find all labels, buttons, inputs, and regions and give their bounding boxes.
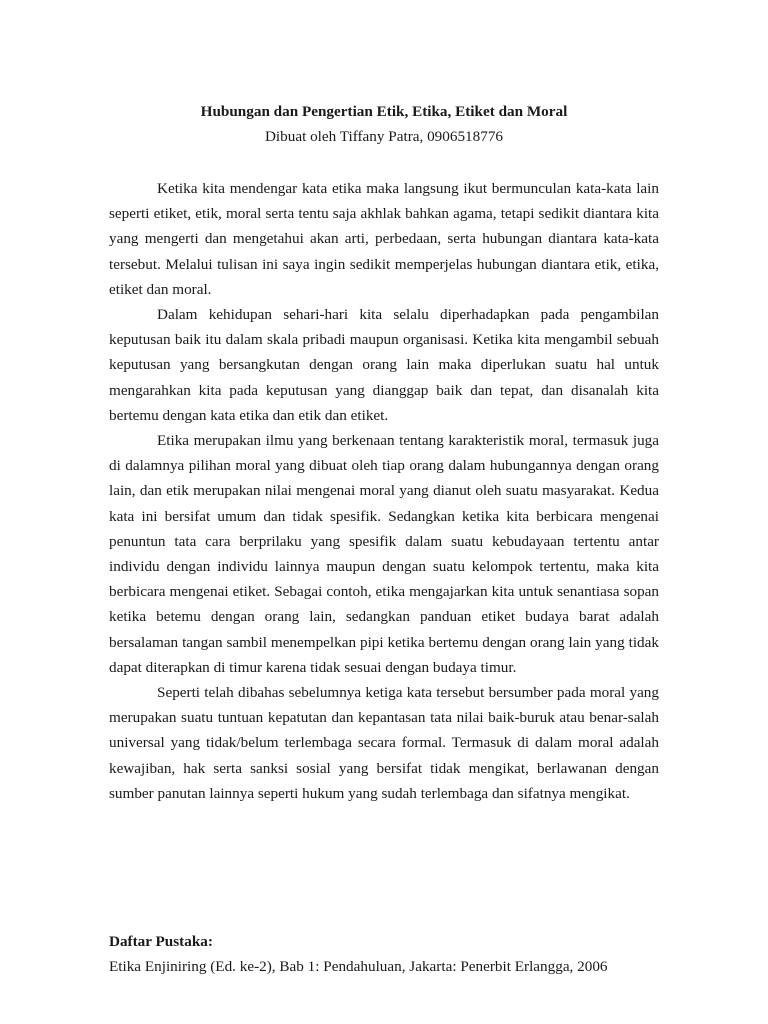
author-line: Dibuat oleh Tiffany Patra, 0906518776 (264, 128, 504, 145)
references-heading: Daftar Pustaka: (109, 933, 213, 950)
paragraph-4: Seperti telah dibahas sebelumnya ketiga kata tersebut bersumber pada moral yang merupakan suatu tuntuan kepatutan dan kepantasan tata nilai baik-buruk atau benar-salah universal yang tidak/belum terlembaga secara formal. Termasuk di dalam moral adalah kewajiban, hak serta sanksi sosial yang bersifat tidak mengikat, berlawanan dengan sumber panutan lainnya seperti hukum yang sudah terlembaga dan sifatnya mengikat. (109, 684, 659, 802)
references-section (109, 929, 669, 979)
paragraph-3: Etika merupakan ilmu yang berkenaan tentang karakteristik moral, termasuk juga di dalamnya pilihan moral yang dibuat oleh tiap orang dalam hubungannya dengan orang lain, dan etik merupakan nilai mengenai moral yang dianut oleh suatu masyarakat. Kedua kata ini bersifat umum dan tidak spesifik. Sedangkan ketika kita berbicara mengenai penuntun tata cara berprilaku yang spesifik dalam suatu kebudayaan tertentu antar individu dengan individu lainnya maupun dengan suatu kelompok tertentu, maka kita berbicara mengenai etiket. Sebagai contoh, etika mengajarkan kita untuk senantiasa sopan ketika betemu dengan orang lain, sedangkan panduan etiket budaya barat adalah bersalaman tangan sambil menempelkan pipi ketika bertemu dengan orang lain yang tidak dapat diterapkan di timur karena tidak sesuai dengan budaya timur. (109, 432, 659, 676)
document-body (109, 176, 659, 806)
paragraph-2: Dalam kehidupan sehari-hari kita selalu diperhadapkan pada pengambilan keputusan baik itu dalam skala pribadi maupun organisasi. Ketika kita mengambil sebuah keputusan yang bersangkutan dengan orang lain maka diperlukan suatu hal untuk mengarahkan kita pada keputusan yang dianggap baik dan tepat, dan disanalah kita bertemu dengan kata etika dan etik dan etiket. (109, 306, 659, 424)
reference-item: Etika Enjiniring (Ed. ke-2), Bab 1: Pendahuluan, Jakarta: Penerbit Erlangga, 2006 (109, 958, 608, 975)
document-title: Hubungan dan Pengertian Etik, Etika, Etiket dan Moral (200, 103, 568, 120)
paragraph-1: Ketika kita mendengar kata etika maka langsung ikut bermunculan kata-kata lain seperti etiket, etik, moral serta tentu saja akhlak bahkan agama, tetapi sedikit diantara kita yang mengerti dan mengetahui akan arti, perbedaan, serta hubungan diantara kata-kata tersebut. Melalui tulisan ini saya ingin sedikit memperjelas hubungan diantara etik, etika, etiket dan moral. (109, 180, 659, 298)
